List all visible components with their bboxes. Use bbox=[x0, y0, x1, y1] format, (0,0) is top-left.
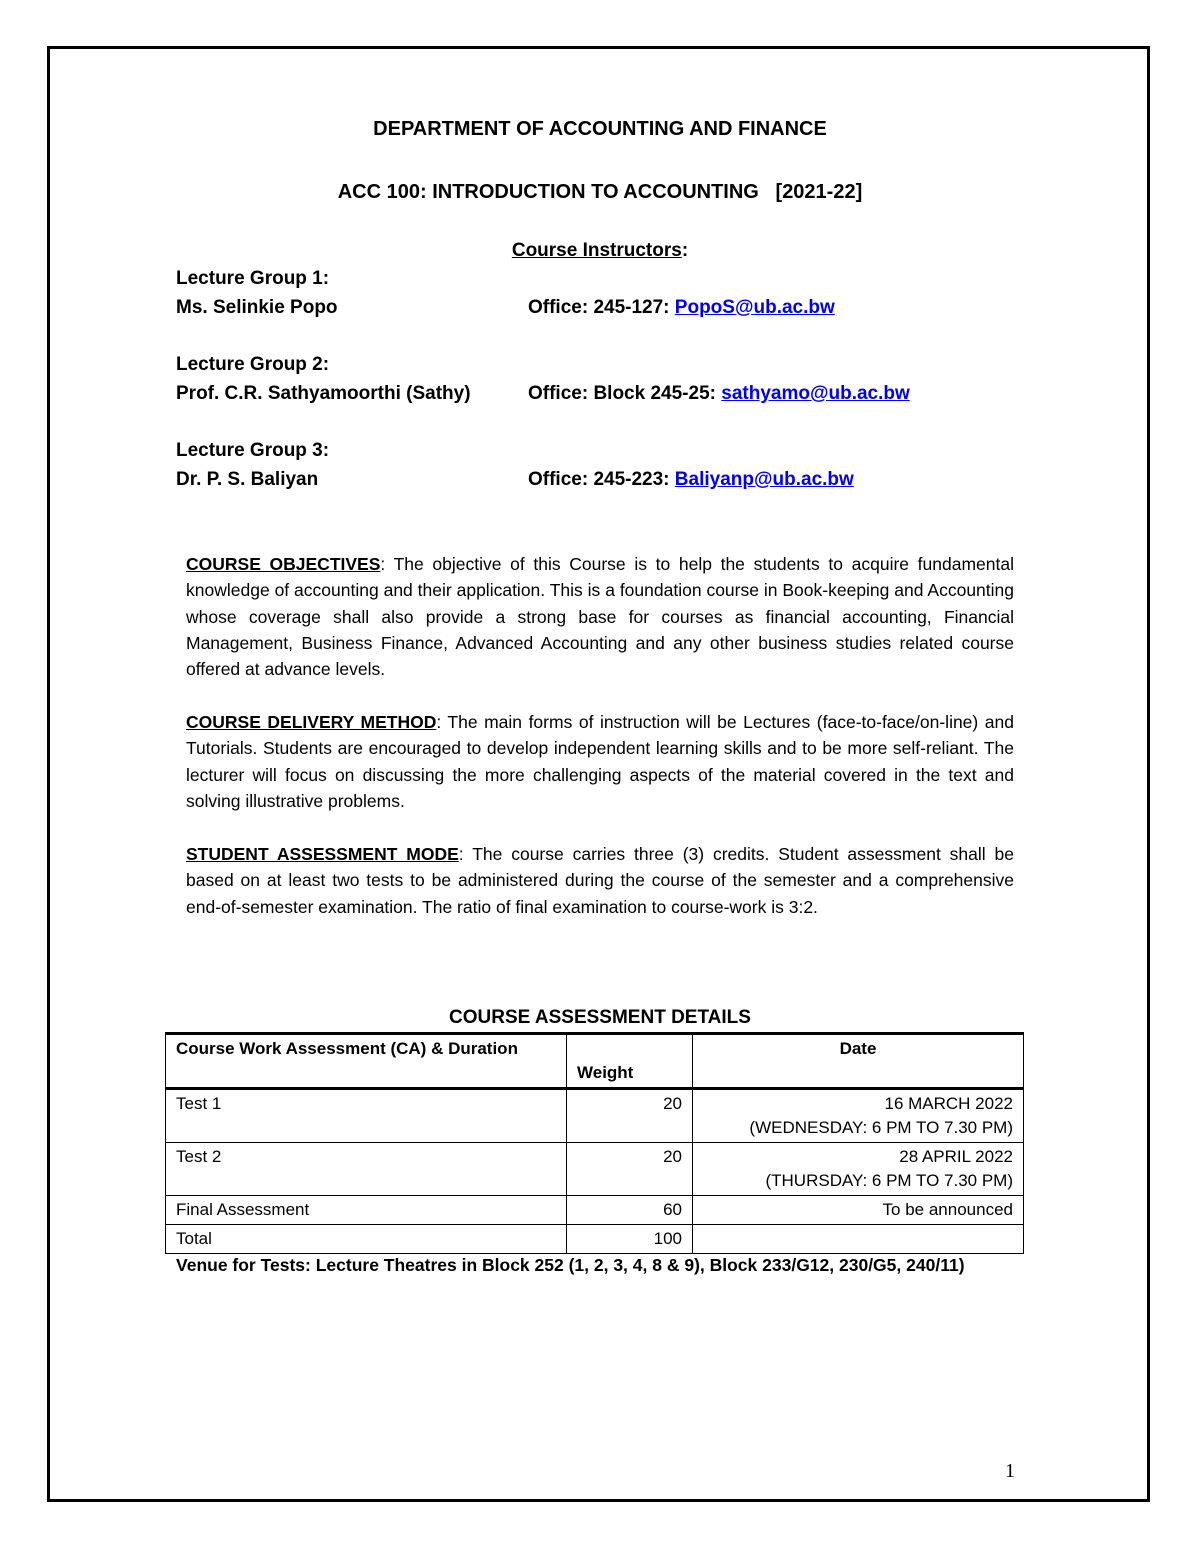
header-assessment: Course Work Assessment (CA) & Duration bbox=[166, 1034, 567, 1089]
course-objectives-text: : The objective of this Course is to help the students to acquire fundamental knowledge of accounting and their application. This is a foundation course in Book-keeping and Accounting whose coverage shall also provide a strong base for courses as financial accounting, Financial Management, Business Finance, Advanced Accounting and any other business studies related course offered at advance levels. bbox=[186, 554, 1014, 680]
instructor-3-office bbox=[528, 469, 854, 491]
assessment-mode-paragraph bbox=[186, 841, 1014, 920]
row-date bbox=[693, 1143, 1024, 1196]
course-objectives-label: COURSE OBJECTIVES bbox=[186, 554, 381, 574]
table-row bbox=[166, 1225, 1024, 1254]
header-date: Date bbox=[693, 1034, 1024, 1089]
lecture-group-3-label: Lecture Group 3: bbox=[176, 440, 330, 461]
table-row bbox=[166, 1143, 1024, 1196]
row-weight: 20 bbox=[567, 1143, 693, 1196]
department-title: DEPARTMENT OF ACCOUNTING AND FINANCE bbox=[373, 118, 827, 140]
assessment-mode-text: : The course carries three (3) credits. Student assessment shall be based on at least two tests to be administered during the course of the semester and a comprehensive end-of-semester examination. The ratio of final examination to course-work is 3:2. bbox=[186, 844, 1014, 917]
table-header-row bbox=[166, 1034, 1024, 1089]
instructor-1-name: Ms. Selinkie Popo bbox=[176, 297, 338, 318]
row-date-line1: 28 APRIL 2022 bbox=[899, 1147, 1013, 1166]
instructor-2-name: Prof. C.R. Sathyamoorthi (Sathy) bbox=[176, 383, 471, 404]
instructor-1-email-link[interactable]: PopoS@ub.ac.bw bbox=[674, 297, 835, 318]
instructor-2-office bbox=[528, 383, 910, 405]
course-delivery-text: : The main forms of instruction will be Lectures (face-to-face/on-line) and Tutorials. Students are encouraged to develop independent learning skills and to be more self-reliant. The lecturer will focus on discussing the more challenging aspects of the material covered in the text and solving illustrative problems. bbox=[186, 712, 1014, 811]
instructor-2-email-link[interactable]: sathyamo@ub.ac.bw bbox=[721, 383, 910, 404]
instructors-heading-text: Course Instructors bbox=[511, 240, 682, 261]
row-item: Test 2 bbox=[166, 1143, 567, 1196]
row-date bbox=[693, 1089, 1024, 1143]
course-title: ACC 100: INTRODUCTION TO ACCOUNTING [2021-22] bbox=[337, 181, 863, 203]
row-date-line2: (WEDNESDAY: 6 PM TO 7.30 PM) bbox=[749, 1118, 1013, 1137]
assessment-table-title: COURSE ASSESSMENT DETAILS bbox=[449, 1007, 751, 1028]
row-date-line2: (THURSDAY: 6 PM TO 7.30 PM) bbox=[765, 1171, 1013, 1190]
instructor-2-office-label: Office: Block 245-25: bbox=[528, 383, 722, 404]
lecture-group-1-label: Lecture Group 1: bbox=[176, 268, 330, 289]
instructor-3-name: Dr. P. S. Baliyan bbox=[176, 469, 319, 490]
table-row bbox=[166, 1196, 1024, 1225]
row-item: Final Assessment bbox=[166, 1196, 567, 1225]
row-date-line1: 16 MARCH 2022 bbox=[884, 1094, 1013, 1113]
header-weight: Weight bbox=[567, 1034, 693, 1089]
instructor-3-office-label: Office: 245-223: bbox=[528, 469, 675, 490]
assessment-mode-label: STUDENT ASSESSMENT MODE bbox=[186, 844, 459, 864]
lecture-group-2-label: Lecture Group 2: bbox=[176, 354, 330, 375]
row-item: Test 1 bbox=[166, 1089, 567, 1143]
course-delivery-label: COURSE DELIVERY METHOD bbox=[186, 712, 437, 732]
row-weight: 100 bbox=[567, 1225, 693, 1254]
table-row bbox=[166, 1089, 1024, 1143]
instructors-heading-colon: : bbox=[681, 240, 689, 261]
instructors-heading bbox=[0, 240, 1200, 262]
instructor-1-office-label: Office: 245-127: bbox=[528, 297, 675, 318]
row-date: To be announced bbox=[693, 1196, 1024, 1225]
page-number: 1 bbox=[1005, 1460, 1015, 1482]
course-objectives-paragraph bbox=[186, 551, 1014, 682]
assessment-table bbox=[165, 1032, 1024, 1254]
instructor-3-email-link[interactable]: Baliyanp@ub.ac.bw bbox=[674, 469, 854, 490]
course-delivery-paragraph bbox=[186, 709, 1014, 814]
venue-note: Venue for Tests: Lecture Theatres in Block 252 (1, 2, 3, 4, 8 & 9), Block 233/G12, 230/G5, 240/11) bbox=[176, 1255, 965, 1275]
instructor-1-office bbox=[528, 297, 835, 319]
row-item: Total bbox=[166, 1225, 567, 1254]
row-weight: 20 bbox=[567, 1089, 693, 1143]
row-date bbox=[693, 1225, 1024, 1254]
row-weight: 60 bbox=[567, 1196, 693, 1225]
